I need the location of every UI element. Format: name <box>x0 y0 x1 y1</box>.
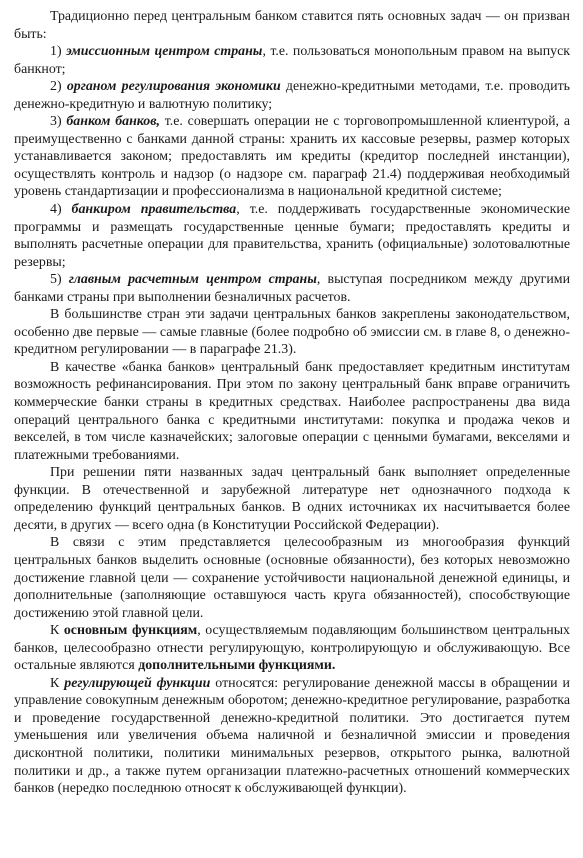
text-run: , т.е. поддерживать государственные экономические программы и размещать государственные ценные бумаги; предоставлять кредиты и выполнять расчетные операции для правительства, хранить (официальные) золотовалютные резервы; <box>14 202 570 270</box>
text-run: К <box>50 623 64 639</box>
emphasis-term: главным расчетным центром страны <box>68 272 317 288</box>
text-run: , выступая посредником между другими банками страны при выполнении безналичных расчетов. <box>14 272 571 305</box>
paragraph-majority <box>14 306 570 359</box>
text-run: К <box>50 675 65 691</box>
paragraph-bank-of-banks <box>14 359 570 464</box>
text-run: В большинстве стран эти задачи центральных банков закреплены законодательством, особенно две первые — самые главные (более подробно об эмиссии см. в главе 8, о денежно-кредитном регулировании — в параграфе 21.3). <box>14 307 570 358</box>
paragraph-task-5 <box>14 271 570 306</box>
text-run: денежно-кредитными методами, т.е. проводить денежно-кредитную и валютную политику; <box>14 79 570 112</box>
text-run: , осуществляемым подавляющим большинством центральных банков, целесообразно отнести регулирующую, контролирующую и обслуживающую. Все остальные являются <box>14 623 570 674</box>
paragraph-functions <box>14 464 570 534</box>
paragraph-task-2 <box>14 78 570 113</box>
text-run: 3) <box>50 114 67 130</box>
paragraph-main-functions <box>14 622 570 675</box>
text-run: 4) <box>50 202 72 218</box>
text-run: В связи с этим представляется целесообразным из многообразия функций центральных банков выделить основные (основные обязанности), без которых невозможно достижение главной цели — сохранение устойчивости национальной денежной единицы, и дополнительные (заполняющие оставшуюся часть круга обязанностей), способствующие достижению этой главной цели. <box>14 535 570 621</box>
text-run: , т.е. пользоваться монопольным правом на выпуск банкнот; <box>14 44 571 77</box>
text-run: 5) <box>50 272 69 288</box>
bold-term: основным функциям <box>63 623 198 639</box>
paragraph-task-3 <box>14 113 570 201</box>
text-run: 2) <box>50 79 67 95</box>
text-run: 1) <box>50 44 67 60</box>
emphasis-term: банкиром правительства <box>71 202 237 218</box>
text-run: При решении пяти названных задач центральный банк выполняет определенные функции. В отечественной и зарубежной литературе нет однозначного подхода к определению функций центральных банков. В одних источниках их насчитывается более десяти, в других — всего одна (в Конституции Российской Федерации). <box>14 465 570 533</box>
emphasis-term: банком банков, <box>66 114 160 130</box>
emphasis-term: регулирующей функции <box>64 675 211 691</box>
paragraph-regulating-function <box>14 675 570 798</box>
text-run: относятся: регулирование денежной массы в обращении и управление совокупным денежным оборотом; денежно-кредитное регулирование, разработка и проведение государственной денежно-кредитной политики. Это достигается путем уменьшения или увеличения объема наличной и безналичной эмиссии и проведения дисконтной политики, политики минимальных резервов, открытого рынка, валютной политики и др., а также путем организации платежно-расчетных отношений коммерческих банков (нередко последнюю относят к обслуживающей функции). <box>14 675 570 797</box>
text-run: В качестве «банка банков» центральный банк предоставляет кредитным институтам возможность рефинансирования. При этом по закону центральный банк вправе ограничить коммерческие банки страны в кредитных средствах. Наиболее распространены два вида операций центрального банка с кредитными институтами: покупка и продажа чеков и векселей, в том числе казначейских; залоговые операции с ценными бумагами, векселями и платежными требованиями. <box>14 359 570 463</box>
text-run: т.е. совершать операции не с торговопромышленной клиентурой, а преимущественно с банками данной страны: хранить их кассовые резервы, размер которых устанавливается законом; предоставлять им кредиты (кредитор последней инстанции), осуществлять контроль и надзор (о надзоре см. параграф 21.4) поддерживая необходимый уровень стандартизации и профессионализма в национальной кредитной системе; <box>14 114 570 200</box>
paragraph-task-1 <box>14 43 570 78</box>
emphasis-term: эмиссионным центром страны <box>66 44 263 60</box>
paragraph-task-4 <box>14 201 570 271</box>
text-run: Традиционно перед центральным банком ставится пять основных задач — он призван быть: <box>14 9 570 42</box>
paragraph-basic-additional <box>14 534 570 622</box>
bold-term: дополнительными функциями. <box>138 658 336 674</box>
emphasis-term: органом регулирования экономики <box>66 79 281 95</box>
paragraph-intro <box>14 8 570 43</box>
